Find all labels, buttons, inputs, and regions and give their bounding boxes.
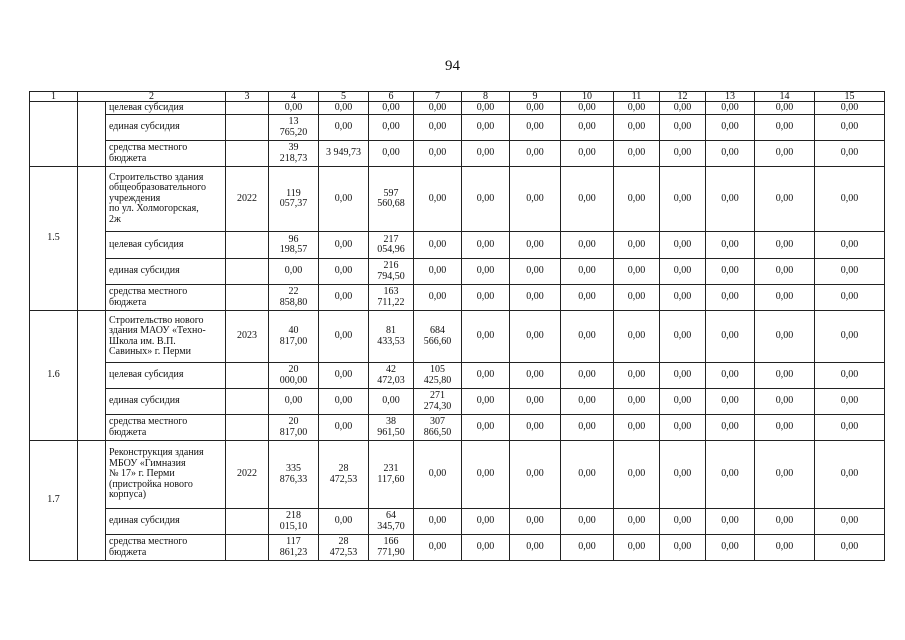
value-cell-col-14: 0,00	[755, 285, 815, 311]
value-cell-col-9: 0,00	[510, 102, 561, 115]
value-cell-col-11: 0,00	[614, 232, 660, 259]
item-name-cell: целевая субсидия	[106, 232, 226, 259]
header-cell-10: 10	[561, 92, 614, 102]
value-cell-col-10: 0,00	[561, 167, 614, 232]
table-row	[30, 389, 885, 415]
table-row	[30, 285, 885, 311]
value-cell-col-12: 0,00	[660, 311, 706, 363]
group-number-cell: 1.6	[30, 311, 78, 441]
value-cell-col-5: 0,00	[319, 259, 369, 285]
value-cell-col-6: 81 433,53	[369, 311, 414, 363]
value-cell-col-10: 0,00	[561, 285, 614, 311]
value-cell-col-10: 0,00	[561, 141, 614, 167]
value-cell-col-15: 0,00	[815, 389, 885, 415]
table-row	[30, 441, 885, 509]
value-cell-col-5: 0,00	[319, 285, 369, 311]
value-cell-col-11: 0,00	[614, 389, 660, 415]
value-cell-col-6: 0,00	[369, 141, 414, 167]
value-cell-col-15: 0,00	[815, 232, 885, 259]
value-cell-col-14: 0,00	[755, 167, 815, 232]
item-name-cell: Строительство здания общеобразовательного учреждения по ул. Холмогорская, 2ж	[106, 167, 226, 232]
value-cell-col-8: 0,00	[462, 259, 510, 285]
value-cell-col-4: 40 817,00	[269, 311, 319, 363]
value-cell-col-8: 0,00	[462, 363, 510, 389]
value-cell-col-14: 0,00	[755, 389, 815, 415]
item-name-cell: единая субсидия	[106, 509, 226, 535]
group-number-cell: 1.7	[30, 441, 78, 561]
year-cell	[226, 259, 269, 285]
value-cell-col-4: 22 858,80	[269, 285, 319, 311]
value-cell-col-6: 217 054,96	[369, 232, 414, 259]
value-cell-col-12: 0,00	[660, 259, 706, 285]
item-name-cell: Реконструкция здания МБОУ «Гимназия № 17» г. Перми (пристройка нового корпуса)	[106, 441, 226, 509]
value-cell-col-4: 0,00	[269, 102, 319, 115]
year-cell: 2022	[226, 441, 269, 509]
value-cell-col-9: 0,00	[510, 259, 561, 285]
value-cell-col-15: 0,00	[815, 141, 885, 167]
value-cell-col-15: 0,00	[815, 441, 885, 509]
value-cell-col-13: 0,00	[706, 535, 755, 561]
value-cell-col-10: 0,00	[561, 389, 614, 415]
value-cell-col-14: 0,00	[755, 141, 815, 167]
year-cell	[226, 363, 269, 389]
value-cell-col-14: 0,00	[755, 259, 815, 285]
value-cell-col-15: 0,00	[815, 311, 885, 363]
item-name-cell: целевая субсидия	[106, 102, 226, 115]
header-cell-2: 2	[78, 92, 226, 102]
value-cell-col-15: 0,00	[815, 363, 885, 389]
header-cell-11: 11	[614, 92, 660, 102]
item-name-cell: Строительство нового здания МАОУ «Техно- Школа им. В.П. Савиных» г. Перми	[106, 311, 226, 363]
value-cell-col-12: 0,00	[660, 535, 706, 561]
value-cell-col-6: 231 117,60	[369, 441, 414, 509]
value-cell-col-12: 0,00	[660, 363, 706, 389]
value-cell-col-13: 0,00	[706, 441, 755, 509]
value-cell-col-6: 163 711,22	[369, 285, 414, 311]
value-cell-col-15: 0,00	[815, 415, 885, 441]
value-cell-col-8: 0,00	[462, 535, 510, 561]
value-cell-col-6: 0,00	[369, 115, 414, 141]
year-cell	[226, 389, 269, 415]
value-cell-col-14: 0,00	[755, 415, 815, 441]
value-cell-col-8: 0,00	[462, 415, 510, 441]
value-cell-col-8: 0,00	[462, 389, 510, 415]
value-cell-col-12: 0,00	[660, 232, 706, 259]
value-cell-col-11: 0,00	[614, 102, 660, 115]
value-cell-col-7: 0,00	[414, 259, 462, 285]
value-cell-col-11: 0,00	[614, 535, 660, 561]
value-cell-col-4: 13 765,20	[269, 115, 319, 141]
value-cell-col-14: 0,00	[755, 535, 815, 561]
value-cell-col-9: 0,00	[510, 167, 561, 232]
year-cell	[226, 102, 269, 115]
value-cell-col-8: 0,00	[462, 311, 510, 363]
value-cell-col-6: 64 345,70	[369, 509, 414, 535]
table-body	[30, 92, 885, 561]
value-cell-col-12: 0,00	[660, 441, 706, 509]
value-cell-col-11: 0,00	[614, 259, 660, 285]
value-cell-col-14: 0,00	[755, 232, 815, 259]
header-cell-13: 13	[706, 92, 755, 102]
value-cell-col-13: 0,00	[706, 285, 755, 311]
subgroup-cell	[78, 311, 106, 441]
value-cell-col-7: 684 566,60	[414, 311, 462, 363]
item-name-cell: средства местного бюджета	[106, 141, 226, 167]
value-cell-col-14: 0,00	[755, 363, 815, 389]
value-cell-col-11: 0,00	[614, 115, 660, 141]
year-cell	[226, 232, 269, 259]
item-name-cell: единая субсидия	[106, 115, 226, 141]
value-cell-col-7: 0,00	[414, 232, 462, 259]
value-cell-col-14: 0,00	[755, 441, 815, 509]
value-cell-col-4: 20 000,00	[269, 363, 319, 389]
value-cell-col-10: 0,00	[561, 415, 614, 441]
value-cell-col-9: 0,00	[510, 441, 561, 509]
value-cell-col-14: 0,00	[755, 509, 815, 535]
year-cell	[226, 115, 269, 141]
table-row	[30, 167, 885, 232]
value-cell-col-12: 0,00	[660, 115, 706, 141]
year-cell: 2022	[226, 167, 269, 232]
value-cell-col-4: 0,00	[269, 389, 319, 415]
value-cell-col-12: 0,00	[660, 389, 706, 415]
value-cell-col-13: 0,00	[706, 232, 755, 259]
year-cell: 2023	[226, 311, 269, 363]
value-cell-col-15: 0,00	[815, 285, 885, 311]
item-name-cell: единая субсидия	[106, 389, 226, 415]
value-cell-col-10: 0,00	[561, 363, 614, 389]
value-cell-col-7: 0,00	[414, 141, 462, 167]
value-cell-col-15: 0,00	[815, 102, 885, 115]
value-cell-col-6: 166 771,90	[369, 535, 414, 561]
value-cell-col-4: 96 198,57	[269, 232, 319, 259]
value-cell-col-11: 0,00	[614, 167, 660, 232]
value-cell-col-5: 28 472,53	[319, 441, 369, 509]
header-cell-6: 6	[369, 92, 414, 102]
item-name-cell: целевая субсидия	[106, 363, 226, 389]
value-cell-col-9: 0,00	[510, 389, 561, 415]
table-row	[30, 115, 885, 141]
header-cell-15: 15	[815, 92, 885, 102]
header-cell-14: 14	[755, 92, 815, 102]
value-cell-col-12: 0,00	[660, 285, 706, 311]
table-row	[30, 415, 885, 441]
group-number-cell: 1.5	[30, 167, 78, 311]
year-cell	[226, 285, 269, 311]
table-row	[30, 232, 885, 259]
header-row	[30, 92, 885, 102]
header-cell-9: 9	[510, 92, 561, 102]
value-cell-col-12: 0,00	[660, 102, 706, 115]
page-number: 94	[445, 58, 460, 74]
value-cell-col-6: 38 961,50	[369, 415, 414, 441]
value-cell-col-7: 0,00	[414, 535, 462, 561]
value-cell-col-9: 0,00	[510, 232, 561, 259]
header-cell-8: 8	[462, 92, 510, 102]
value-cell-col-13: 0,00	[706, 167, 755, 232]
table-row	[30, 363, 885, 389]
value-cell-col-11: 0,00	[614, 509, 660, 535]
value-cell-col-4: 117 861,23	[269, 535, 319, 561]
header-cell-7: 7	[414, 92, 462, 102]
value-cell-col-15: 0,00	[815, 509, 885, 535]
value-cell-col-5: 0,00	[319, 102, 369, 115]
value-cell-col-8: 0,00	[462, 509, 510, 535]
value-cell-col-4: 0,00	[269, 259, 319, 285]
value-cell-col-7: 0,00	[414, 115, 462, 141]
value-cell-col-15: 0,00	[815, 167, 885, 232]
value-cell-col-9: 0,00	[510, 311, 561, 363]
value-cell-col-8: 0,00	[462, 102, 510, 115]
value-cell-col-10: 0,00	[561, 311, 614, 363]
value-cell-col-9: 0,00	[510, 415, 561, 441]
value-cell-col-8: 0,00	[462, 167, 510, 232]
header-cell-3: 3	[226, 92, 269, 102]
value-cell-col-8: 0,00	[462, 232, 510, 259]
value-cell-col-7: 105 425,80	[414, 363, 462, 389]
value-cell-col-8: 0,00	[462, 441, 510, 509]
value-cell-col-12: 0,00	[660, 167, 706, 232]
value-cell-col-5: 0,00	[319, 115, 369, 141]
value-cell-col-9: 0,00	[510, 363, 561, 389]
subgroup-cell	[78, 441, 106, 561]
value-cell-col-4: 39 218,73	[269, 141, 319, 167]
value-cell-col-15: 0,00	[815, 259, 885, 285]
value-cell-col-13: 0,00	[706, 363, 755, 389]
value-cell-col-4: 20 817,00	[269, 415, 319, 441]
value-cell-col-7: 0,00	[414, 441, 462, 509]
header-cell-12: 12	[660, 92, 706, 102]
item-name-cell: единая субсидия	[106, 259, 226, 285]
value-cell-col-13: 0,00	[706, 389, 755, 415]
value-cell-col-6: 0,00	[369, 389, 414, 415]
value-cell-col-11: 0,00	[614, 311, 660, 363]
value-cell-col-8: 0,00	[462, 141, 510, 167]
year-cell	[226, 535, 269, 561]
value-cell-col-15: 0,00	[815, 535, 885, 561]
value-cell-col-8: 0,00	[462, 115, 510, 141]
value-cell-col-4: 218 015,10	[269, 509, 319, 535]
year-cell	[226, 415, 269, 441]
value-cell-col-5: 0,00	[319, 415, 369, 441]
value-cell-col-5: 0,00	[319, 167, 369, 232]
value-cell-col-5: 0,00	[319, 389, 369, 415]
item-name-cell: средства местного бюджета	[106, 415, 226, 441]
table-row	[30, 311, 885, 363]
subgroup-cell	[78, 167, 106, 311]
group-number-cell	[30, 102, 78, 167]
value-cell-col-14: 0,00	[755, 115, 815, 141]
value-cell-col-14: 0,00	[755, 102, 815, 115]
year-cell	[226, 141, 269, 167]
table-row	[30, 535, 885, 561]
value-cell-col-12: 0,00	[660, 141, 706, 167]
value-cell-col-13: 0,00	[706, 415, 755, 441]
value-cell-col-10: 0,00	[561, 115, 614, 141]
value-cell-col-6: 597 560,68	[369, 167, 414, 232]
header-cell-4: 4	[269, 92, 319, 102]
value-cell-col-11: 0,00	[614, 363, 660, 389]
value-cell-col-12: 0,00	[660, 415, 706, 441]
value-cell-col-5: 28 472,53	[319, 535, 369, 561]
value-cell-col-10: 0,00	[561, 232, 614, 259]
value-cell-col-10: 0,00	[561, 102, 614, 115]
header-cell-5: 5	[319, 92, 369, 102]
value-cell-col-5: 0,00	[319, 363, 369, 389]
value-cell-col-7: 271 274,30	[414, 389, 462, 415]
value-cell-col-13: 0,00	[706, 102, 755, 115]
item-name-cell: средства местного бюджета	[106, 285, 226, 311]
value-cell-col-7: 0,00	[414, 285, 462, 311]
value-cell-col-7: 0,00	[414, 102, 462, 115]
value-cell-col-10: 0,00	[561, 509, 614, 535]
year-cell	[226, 509, 269, 535]
header-cell-1: 1	[30, 92, 78, 102]
value-cell-col-10: 0,00	[561, 441, 614, 509]
value-cell-col-11: 0,00	[614, 141, 660, 167]
value-cell-col-13: 0,00	[706, 141, 755, 167]
value-cell-col-11: 0,00	[614, 415, 660, 441]
value-cell-col-9: 0,00	[510, 509, 561, 535]
value-cell-col-7: 0,00	[414, 167, 462, 232]
value-cell-col-8: 0,00	[462, 285, 510, 311]
value-cell-col-13: 0,00	[706, 509, 755, 535]
subgroup-cell	[78, 102, 106, 167]
value-cell-col-9: 0,00	[510, 141, 561, 167]
table-row	[30, 141, 885, 167]
value-cell-col-14: 0,00	[755, 311, 815, 363]
value-cell-col-13: 0,00	[706, 115, 755, 141]
value-cell-col-9: 0,00	[510, 115, 561, 141]
value-cell-col-6: 0,00	[369, 102, 414, 115]
value-cell-col-5: 0,00	[319, 509, 369, 535]
value-cell-col-5: 3 949,73	[319, 141, 369, 167]
value-cell-col-11: 0,00	[614, 441, 660, 509]
value-cell-col-13: 0,00	[706, 311, 755, 363]
value-cell-col-11: 0,00	[614, 285, 660, 311]
item-name-cell: средства местного бюджета	[106, 535, 226, 561]
value-cell-col-5: 0,00	[319, 232, 369, 259]
value-cell-col-6: 42 472,03	[369, 363, 414, 389]
value-cell-col-7: 0,00	[414, 509, 462, 535]
table-row	[30, 259, 885, 285]
value-cell-col-5: 0,00	[319, 311, 369, 363]
budget-table	[29, 91, 885, 561]
value-cell-col-12: 0,00	[660, 509, 706, 535]
value-cell-col-9: 0,00	[510, 535, 561, 561]
value-cell-col-10: 0,00	[561, 259, 614, 285]
value-cell-col-4: 335 876,33	[269, 441, 319, 509]
value-cell-col-4: 119 057,37	[269, 167, 319, 232]
value-cell-col-7: 307 866,50	[414, 415, 462, 441]
value-cell-col-9: 0,00	[510, 285, 561, 311]
value-cell-col-10: 0,00	[561, 535, 614, 561]
value-cell-col-13: 0,00	[706, 259, 755, 285]
table-row	[30, 102, 885, 115]
value-cell-col-15: 0,00	[815, 115, 885, 141]
value-cell-col-6: 216 794,50	[369, 259, 414, 285]
table-row	[30, 509, 885, 535]
